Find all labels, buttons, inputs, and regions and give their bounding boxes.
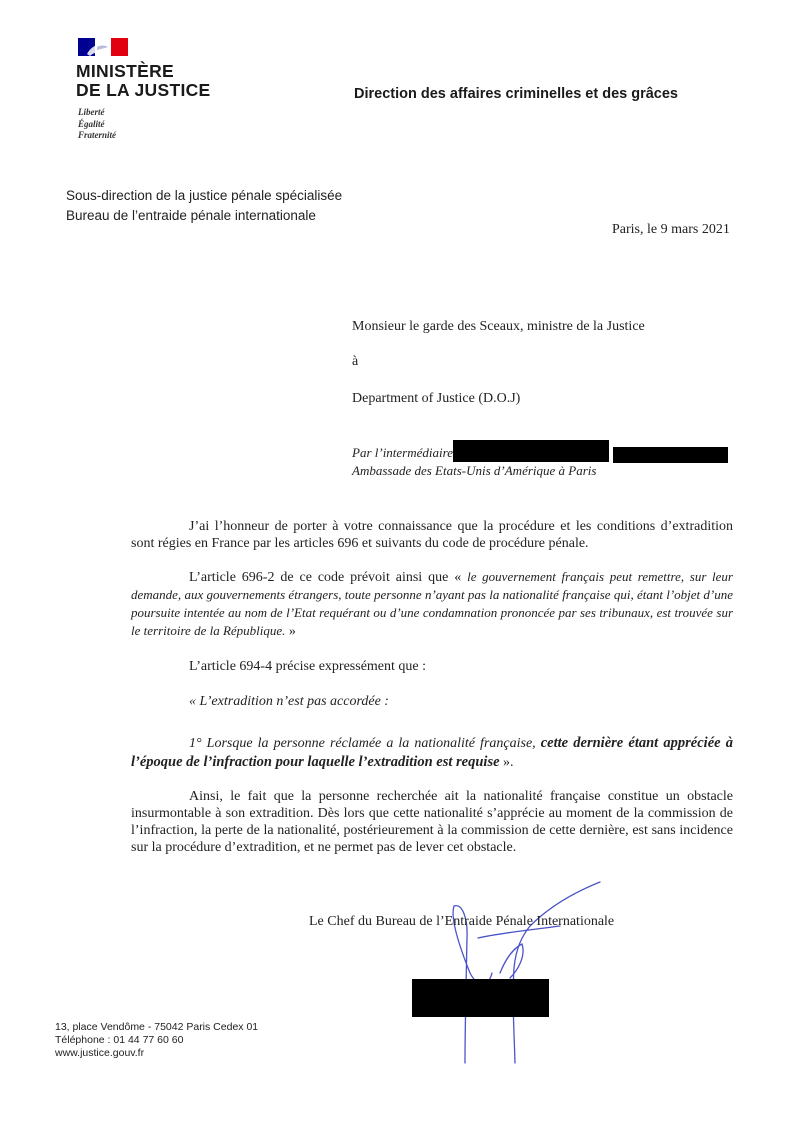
via-label: Par l’intermédiaire [352, 445, 453, 460]
motto-liberte: Liberté [78, 107, 105, 117]
p2-intro: L’article 696-2 de ce code prévoit ainsi que « [189, 570, 468, 585]
paragraph-conclusion: Ainsi, le fait que la personne recherchée ait la nationalité française constitue un obstacle insurmontable à son extradition. Dès lors que cette nationalité s’apprécie au moment de la commission de l’infraction, la perte de la nationalité, postérieurement à la commission de cette dernière, est sans incidence sur la procédure d’extradition, et ne permet pas de lever cet obstacle. [131, 789, 733, 855]
footer-phone: Téléphone : 01 44 77 60 60 [55, 1034, 184, 1046]
sender-line: Monsieur le garde des Sceaux, ministre de la Justice [352, 319, 645, 334]
redaction-bar [412, 979, 549, 1017]
p5-end: ». [499, 755, 514, 770]
motto-fraternite: Fraternité [78, 130, 117, 140]
footer-website-link[interactable]: www.justice.gouv.fr [55, 1047, 145, 1059]
redaction-bar [613, 447, 728, 463]
letter-date: Paris, le 9 mars 2021 [612, 222, 730, 237]
direction-title: Direction des affaires criminelles et des grâces [354, 86, 678, 102]
p2-end: » [285, 624, 296, 639]
marianne-logo-icon [78, 38, 128, 56]
republic-motto [78, 107, 116, 142]
p5-bold: cette dernière étant appréciée à l’époque de l’infraction pour laquelle l’extradition est requise [131, 735, 734, 770]
ministry-name-line2: DE LA JUSTICE [76, 80, 211, 100]
p5-italic: 1° Lorsque la personne réclamée a la nationalité française, [189, 736, 541, 751]
p2-quote: le gouvernement français peut remettre, sur leur demande, aux gouvernements étrangers, toute personne n’ayant pas la nationalité française qui, étant l’objet d’une poursuite intentée au nom de l’Etat requérant ou d’une condamnation prononcée par ses tribunaux, est trouvée sur le territoire de la République. [131, 569, 733, 638]
service-block [66, 186, 342, 226]
paragraph-article-694-4: L’article 694-4 précise expressément que : [189, 659, 427, 674]
recipient-line: Department of Justice (D.O.J) [352, 391, 521, 406]
subdirection-name: Sous-direction de la justice pénale spécialisée [66, 188, 343, 203]
signer-title: Le Chef du Bureau de l’Entraide Pénale Internationale [309, 914, 615, 929]
paragraph-article-696-2 [131, 568, 733, 640]
to-preposition: à [352, 354, 359, 369]
footer-contact [55, 1021, 258, 1060]
redaction-bar [453, 440, 609, 462]
ministry-name [76, 62, 211, 100]
footer-address: 13, place Vendôme - 75042 Paris Cedex 01 [55, 1021, 259, 1033]
bureau-name: Bureau de l’entraide pénale internationale [66, 208, 316, 223]
handwritten-signature [440, 878, 610, 1068]
ministry-name-line1: MINISTÈRE [76, 61, 174, 81]
paragraph-procedure: J’ai l’honneur de porter à votre connaissance que la procédure et les conditions d’extradition sont régies en France par les articles 696 et suivants du code de procédure pénale. [131, 519, 733, 551]
quote-extradition-refused: « L’extradition n’est pas accordée : [189, 694, 389, 709]
paragraph-nationality-clause [131, 734, 733, 772]
via-embassy: Ambassade des Etats-Unis d’Amérique à Paris [352, 463, 597, 478]
motto-egalite: Égalité [78, 118, 105, 129]
